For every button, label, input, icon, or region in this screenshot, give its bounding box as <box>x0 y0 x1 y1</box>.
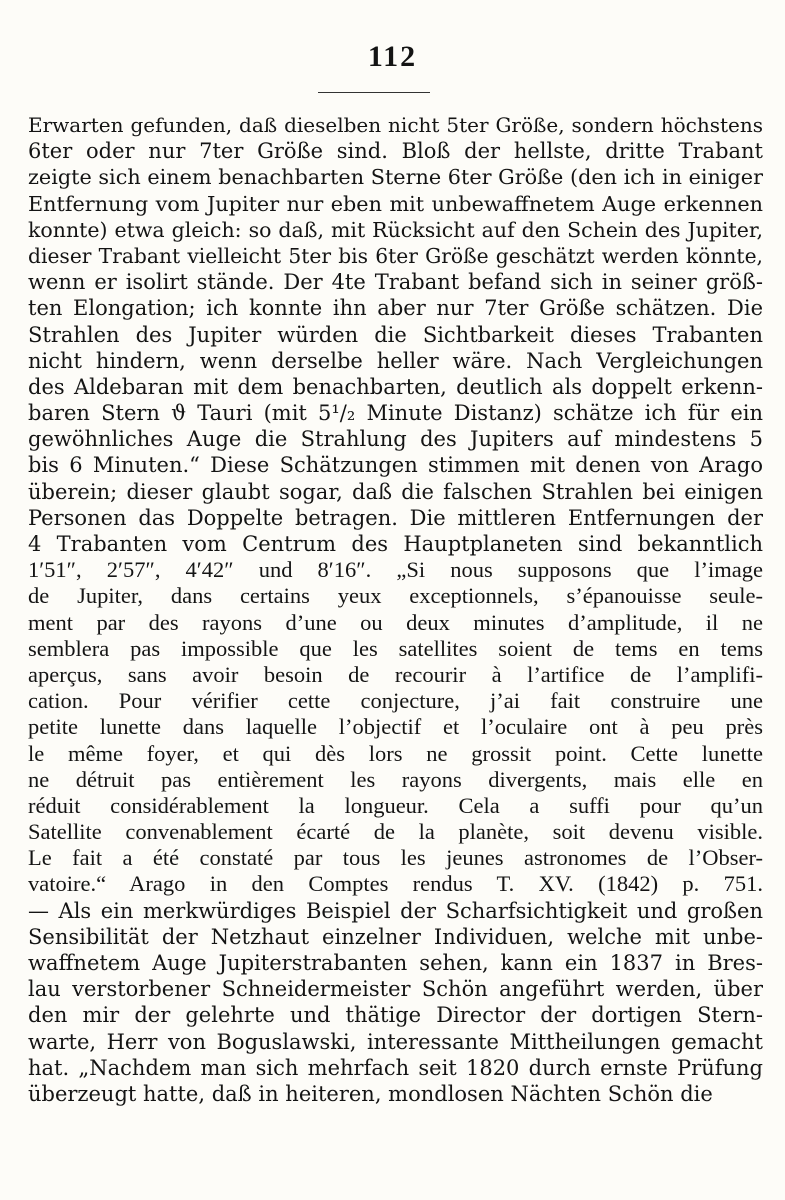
text-line: warte, Herr von Boguslawski, interessante Mittheilungen gemacht <box>28 1029 763 1054</box>
text-line: ment par des rayons d’une ou deux minutes d’amplitude, il ne <box>28 609 763 635</box>
text-line: Entfernung vom Jupiter nur eben mit unbewaffnetem Auge erkennen <box>28 191 763 216</box>
text-line: Satellite convenablement écarté de la planète, soit devenu visible. <box>28 819 763 845</box>
text-line: Sensibilität der Netzhaut einzelner Individuen, welche mit unbe- <box>28 924 763 949</box>
text-line: baren Stern ϑ Tauri (mit 5¹/₂ Minute Distanz) schätze ich für ein <box>28 401 763 426</box>
text-line: lau verstorbener Schneidermeister Schön angeführt werden, über <box>28 977 763 1002</box>
text-line: des Aldebaran mit dem benachbarten, deutlich als doppelt erkenn- <box>28 374 763 399</box>
text-line: 6ter oder nur 7ter Größe sind. Bloß der hellste, dritte Trabant <box>28 139 763 164</box>
text-line: cation. Pour vérifier cette conjecture, j’ai fait construire une <box>28 688 763 714</box>
text-line: Personen das Doppelte betragen. Die mittleren Entfernungen der <box>28 505 763 530</box>
text-line: gewöhnliches Auge die Strahlung des Jupiters auf mindestens 5 <box>28 427 763 452</box>
text-line: de Jupiter, dans certains yeux exceptionnels, s’épanouisse seule- <box>28 583 763 609</box>
text-line: petite lunette dans laquelle l’objectif et l’oculaire ont à peu près <box>28 714 763 740</box>
page-number: 112 <box>367 40 418 73</box>
text-line: Strahlen des Jupiter würden die Sichtbarkeit dieses Trabanten <box>28 322 763 347</box>
text-line: bis 6 Minuten.“ Diese Schätzungen stimmen mit denen von Arago <box>28 453 763 478</box>
text-line: 1′51″, 2′57″, 4′42″ und 8′16″. „Si nous supposons que l’image <box>28 557 763 583</box>
text-line: Erwarten gefunden, daß dieselben nicht 5ter Größe, sondern höchstens <box>28 113 763 137</box>
text-line: semblera pas impossible que les satellites soient de tems en tems <box>28 635 763 661</box>
text-line: ne détruit pas entièrement les rayons divergents, mais elle en <box>28 766 763 792</box>
text-line: réduit considérablement la longueur. Cela a suffi pour qu’un <box>28 792 763 818</box>
text-line: aperçus, sans avoir besoin de recourir à l’artifice de l’amplifi- <box>28 661 763 687</box>
text-line: wenn er isolirt stände. Der 4te Trabant befand sich in seiner größ- <box>28 270 763 295</box>
text-line: waffnetem Auge Jupiterstrabanten sehen, kann ein 1837 in Bres- <box>28 951 763 975</box>
text-line: 4 Trabanten vom Centrum des Hauptplaneten sind bekanntlich <box>28 532 763 556</box>
text-line: überzeugt hatte, daß in heiteren, mondlosen Nächten Schön die <box>28 1081 713 1106</box>
body-text <box>28 112 763 1107</box>
header-rule <box>318 92 430 93</box>
text-line: ten Elongation; ich konnte ihn aber nur 7ter Größe schätzen. Die <box>28 296 763 321</box>
text-line: zeigte sich einem benachbarten Sterne 6ter Größe (den ich in einiger <box>28 165 763 190</box>
text-line: überein; dieser glaubt sogar, daß die falschen Strahlen bei einigen <box>28 479 763 504</box>
text-line: nicht hindern, wenn derselbe heller wäre. Nach Vergleichungen <box>28 348 763 373</box>
text-line: vatoire.“ Arago in den Comptes rendus T. XV. (1842) p. 751. <box>28 871 763 897</box>
text-line: dieser Trabant vielleicht 5ter bis 6ter Größe geschätzt werden könnte, <box>28 243 763 268</box>
text-line: Le fait a été constaté par tous les jeunes astronomes de l’Obser- <box>28 845 763 871</box>
text-line: konnte) etwa gleich: so daß, mit Rücksicht auf den Schein des Jupiter, <box>28 217 763 242</box>
text-line: den mir der gelehrte und thätige Director der dortigen Stern- <box>28 1003 763 1028</box>
text-line: le même foyer, et qui dès lors ne grossit point. Cette lunette <box>28 740 763 766</box>
text-line: hat. „Nachdem man sich mehrfach seit 1820 durch ernste Prüfung <box>28 1055 763 1080</box>
text-line: — Als ein merkwürdiges Beispiel der Scharfsichtigkeit und großen <box>28 898 763 923</box>
